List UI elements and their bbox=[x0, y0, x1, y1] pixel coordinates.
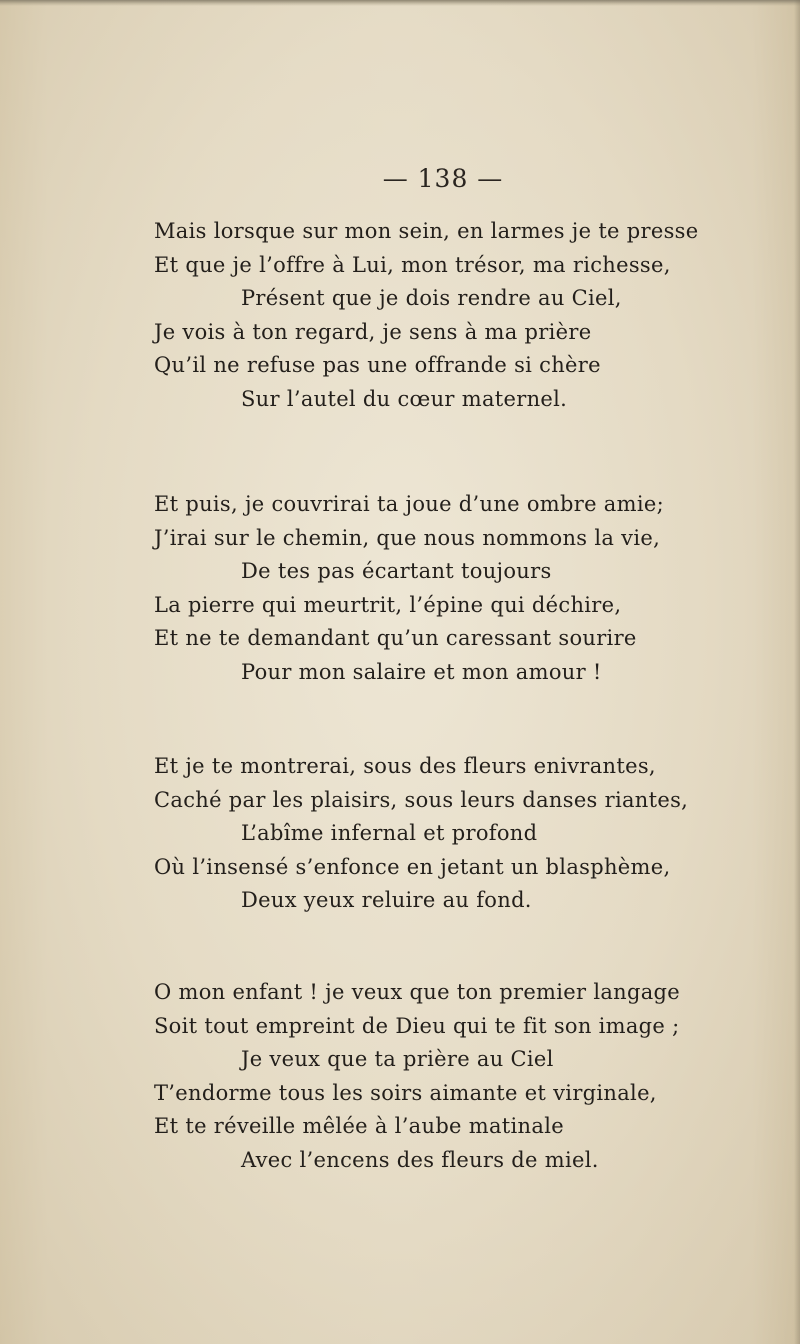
verse-line: Et puis, je couvrirai ta joue d’une ombre amie; bbox=[154, 492, 664, 516]
verse-line: Et ne te demandant qu’un caressant sourire bbox=[154, 626, 637, 650]
stanza-2 bbox=[154, 488, 754, 689]
page-right-edge bbox=[794, 0, 800, 1344]
page-top-edge bbox=[0, 0, 800, 6]
verse-line: La pierre qui meurtrit, l’épine qui déchire, bbox=[154, 592, 622, 617]
verse-line: Où l’insensé s’enfonce en jetant un blasphème, bbox=[154, 854, 671, 879]
verse-line: Sur l’autel du cœur maternel. bbox=[241, 386, 568, 411]
verse-line: Et te réveille mêlée à l’aube matinale bbox=[154, 1114, 564, 1138]
verse-line: Je vois à ton regard, je sens à ma prière bbox=[154, 319, 592, 344]
verse-line: Et que je l’offre à Lui, mon trésor, ma richesse, bbox=[154, 252, 671, 277]
verse-line: Avec l’encens des fleurs de miel. bbox=[241, 1147, 599, 1172]
verse-line: De tes pas écartant toujours bbox=[241, 559, 552, 583]
verse-line: O mon enfant ! je veux que ton premier langage bbox=[154, 980, 681, 1004]
verse-line: Mais lorsque sur mon sein, en larmes je te presse bbox=[154, 219, 699, 243]
verse-line: Présent que je dois rendre au Ciel, bbox=[241, 286, 622, 310]
verse-line: L’abîme infernal et profond bbox=[241, 821, 538, 845]
verse-line: Qu’il ne refuse pas une offrande si chère bbox=[154, 353, 601, 377]
verse-line: Deux yeux reluire au fond. bbox=[241, 888, 532, 912]
verse-line: Et je te montrerai, sous des fleurs enivrantes, bbox=[154, 754, 656, 778]
verse-line: Pour mon salaire et mon amour ! bbox=[241, 659, 602, 684]
stanza-3 bbox=[154, 750, 754, 918]
page-number: — 138 — bbox=[382, 164, 504, 193]
stanza-4 bbox=[154, 976, 754, 1177]
verse-line: Je veux que ta prière au Ciel bbox=[241, 1047, 554, 1071]
stanza-1 bbox=[154, 215, 754, 416]
verse-line: Caché par les plaisirs, sous leurs danses riantes, bbox=[154, 787, 689, 812]
verse-line: J’irai sur le chemin, que nous nommons la vie, bbox=[154, 525, 661, 550]
verse-line: Soit tout empreint de Dieu qui te fit son image ; bbox=[154, 1013, 680, 1038]
verse-line: T’endorme tous les soirs aimante et virginale, bbox=[154, 1080, 657, 1105]
